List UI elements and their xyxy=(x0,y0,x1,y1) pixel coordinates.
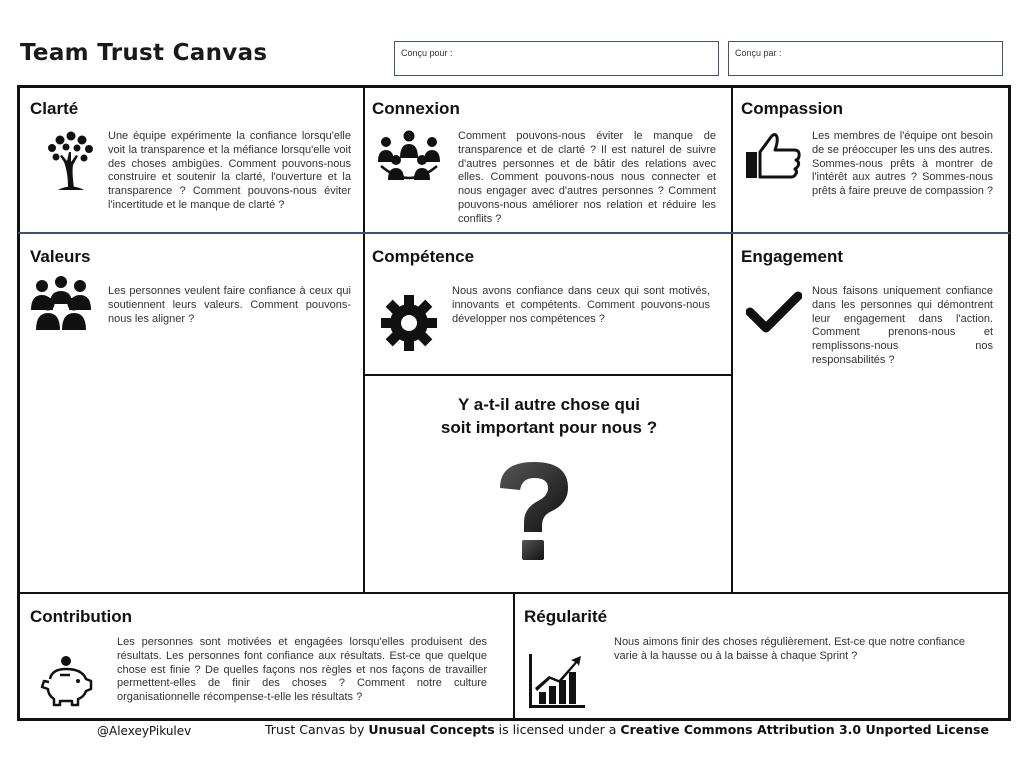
cell-title: Valeurs xyxy=(30,247,91,266)
question-mark-icon xyxy=(494,458,574,564)
cell-title: Clarté xyxy=(30,99,79,118)
divider xyxy=(18,232,1010,234)
cell-title: Connexion xyxy=(372,99,460,118)
divider xyxy=(365,374,731,376)
license-text: Trust Canvas by xyxy=(265,722,369,737)
checkmark-icon xyxy=(746,290,802,334)
license-notice xyxy=(265,722,989,737)
license-text: is licensed under a xyxy=(494,722,621,737)
page-title: Team Trust Canvas xyxy=(20,40,268,66)
license-org-link[interactable]: Unusual Concepts xyxy=(368,722,495,737)
tree-icon xyxy=(40,130,100,192)
cell-title: Compétence xyxy=(372,247,475,266)
designed-by-field[interactable] xyxy=(728,41,1003,76)
question-line: soit important pour nous ? xyxy=(440,418,658,437)
cell-description: Les personnes veulent faire confiance à ceux qui soutiennent leurs valeurs. Comment pouvons-nous les aligner ? xyxy=(108,285,351,325)
divider xyxy=(363,86,365,594)
designed-by-label: Conçu par : xyxy=(735,48,782,58)
cell-title: Compassion xyxy=(741,99,844,118)
thumbs-up-icon xyxy=(744,132,802,180)
piggy-bank-icon xyxy=(38,655,94,707)
cell-description: Nous faisons uniquement confiance dans les personnes qui démontrent leur engagement dans l'action. Comment prenons-nous et remplissons-nous nos responsabilités ? xyxy=(812,285,993,366)
designed-for-label: Conçu pour : xyxy=(401,48,453,58)
group-icon xyxy=(28,274,94,332)
gear-icon xyxy=(380,294,438,352)
cell-description: Les membres de l'équipe ont besoin de se préoccuper les uns des autres. Sommes-nous prêts à montrer de l'intérêt aux autres ? Sommes-nous prêts à faire preuve de compassion ? xyxy=(812,130,993,198)
designed-for-field[interactable] xyxy=(394,41,719,76)
cell-description: Une équipe expérimente la confiance lorsqu'elle voit la transparence et la méfiance lorsqu'elle voit des choses ambigües. Comment pouvons-nous construire et soutenir la clarté, l'ouverture et la transparence ? Comment pouvons-nous éviter l'incertitude et le manque de clarté ? xyxy=(108,130,351,211)
cell-description: Les personnes sont motivées et engagées lorsqu'elles produisent des résultats. Les personnes font confiance aux résultats. Est-ce que quelque chose est finie ? De quelles façons nos règles et nos façons de travailler permettent-elles de finir des choses ? Comment notre culture organisationnelle récompense-t-elle les résultats ? xyxy=(117,636,487,704)
author-handle: @AlexeyPikulev xyxy=(97,724,192,738)
divider xyxy=(513,592,515,719)
cell-description: Comment pouvons-nous éviter le manque de transparence et de clarté ? Il est naturel de suivre d'autres personnes et de bâtir des relations avec elles. Comment pouvons-nous nous connecter et nous engager avec d'autres personnes ? Comment pouvons-nous améliorer nos relation et réduire les conflits ? xyxy=(458,130,716,225)
growth-chart-icon xyxy=(527,652,587,710)
center-question xyxy=(366,393,732,439)
cell-title: Contribution xyxy=(30,607,132,626)
divider xyxy=(731,86,733,594)
cell-description: Nous avons confiance dans ceux qui sont motivés, innovants et compétents. Comment pouvons-nous développer nos compétences ? xyxy=(452,285,710,325)
people-connected-icon xyxy=(375,128,443,184)
cell-title: Engagement xyxy=(741,247,844,266)
question-line: Y a-t-il autre chose qui xyxy=(457,395,640,414)
cell-description: Nous aimons finir des choses régulièrement. Est-ce que notre confiance varie à la hausse ou à la baisse à chaque Sprint ? xyxy=(614,636,965,662)
license-name-link[interactable]: Creative Commons Attribution 3.0 Unported License xyxy=(620,722,989,737)
cell-title: Régularité xyxy=(524,607,608,626)
